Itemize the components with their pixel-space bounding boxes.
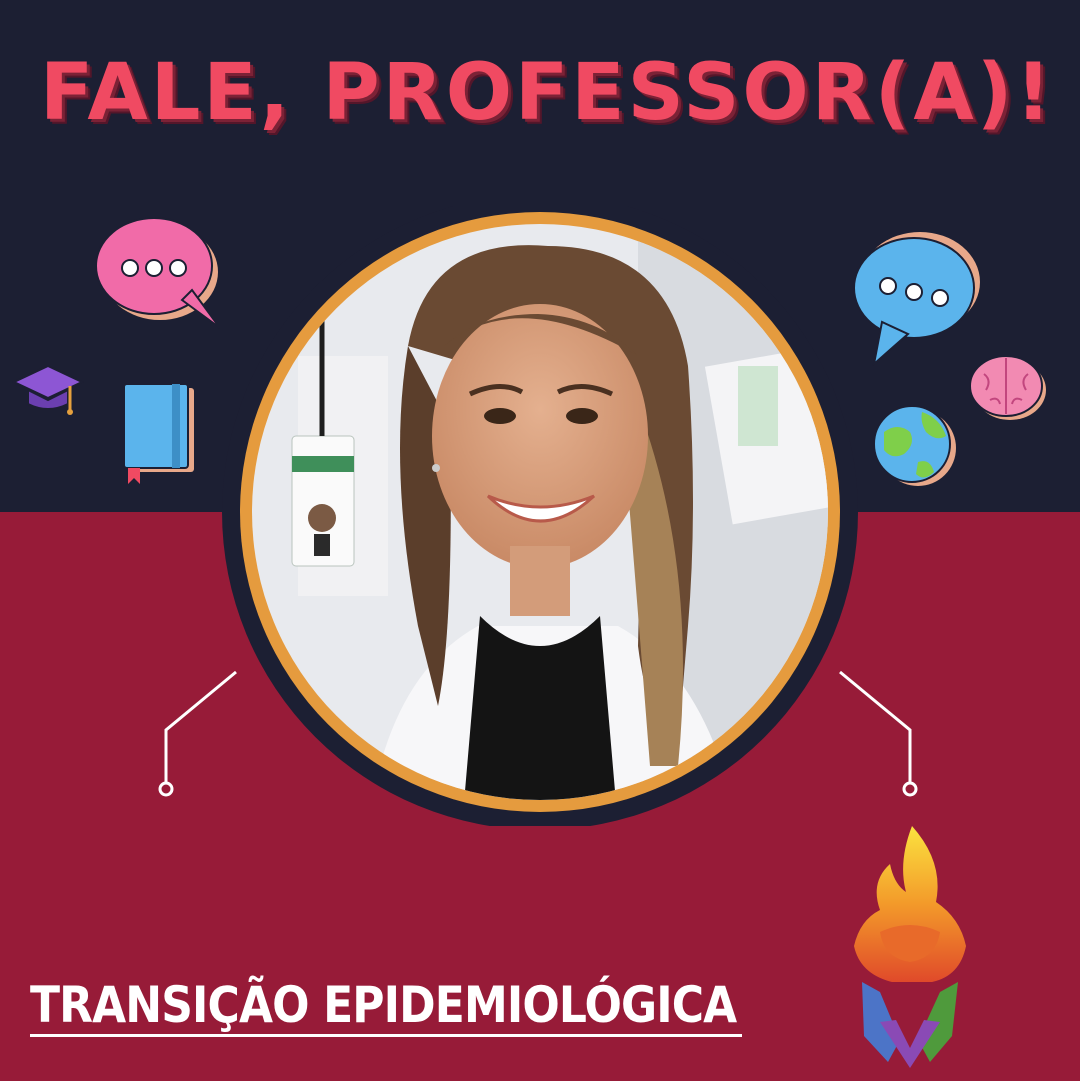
- profile-photo: [218, 206, 862, 826]
- right-connector-line: [832, 664, 932, 804]
- globe-icon: [870, 402, 962, 490]
- brain-icon: [966, 350, 1050, 424]
- flame-hands-logo-icon: [840, 822, 980, 1072]
- graduation-cap-icon: [10, 358, 86, 420]
- topic-title: TRANSIÇÃO EPIDEMIOLÓGICA: [30, 976, 737, 1034]
- left-connector-line: [150, 664, 250, 804]
- pink-speech-bubble-icon: [92, 210, 232, 340]
- book-icon: [116, 380, 204, 490]
- topic-underline: [30, 1034, 742, 1037]
- headline: FALE, PROFESSOR(A)!: [40, 48, 1055, 138]
